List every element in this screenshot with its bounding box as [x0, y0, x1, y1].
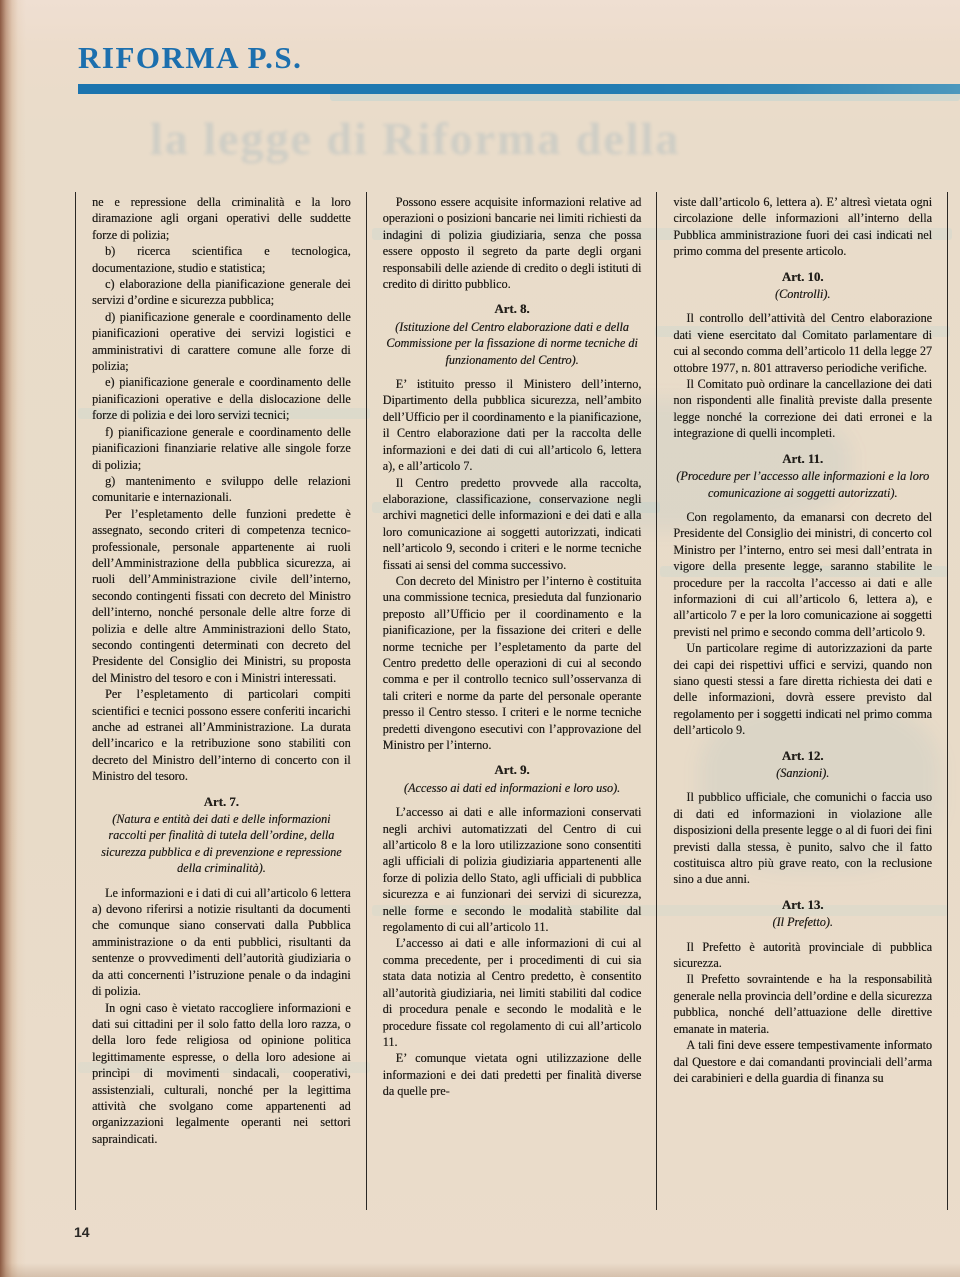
article-subtitle: (Istituzione del Centro elaborazione dati e della Commissione per la fissazione di norme tecniche di funzionamento del Centro). [386, 319, 638, 367]
body-paragraph: Il Centro predetto provvede alla raccolta, elaborazione, classificazione, conservazione negli archivi magnetici delle informazioni e dei dati e alla loro comunicazione ai soggetti autorizzati, indicati nell’articolo 9, secondo i criteri e le norme tecniche fissati ai sensi del comma successivo. [382, 475, 642, 572]
body-paragraph: Per l’espletamento delle funzioni predette è assegnato, secondo criteri di competenza tecnico-professionale, personale appartenente ai ruoli dell’Amministrazione della pubblica sicurezza, ai ruoli dell’Amministrazione civile dell’interno, secondo contingenti fissati con decreto del Ministro dell’interno, nonché personale delle altre forze di polizia e delle altre Amministrazioni dello Stato, secondo contingenti determinati con decreto del Presidente del Consiglio dei Ministri, su proposta del Ministro del tesoro e con i Ministri interessati. [92, 506, 351, 685]
page-title: RIFORMA P.S. [78, 40, 303, 75]
article-subtitle: (Il Prefetto). [772, 915, 833, 930]
body-paragraph: d) pianificazione generale e coordinamento delle pianificazioni operative dei servizi logistici e amministrativi di carattere comune alle forze di polizia; [92, 309, 351, 374]
body-paragraph: Per l’espletamento di particolari compiti scientifici e tecnici possono essere conferiti incarichi anche ad estranei all’Amministrazione. La durata dell’incarico e la retribuzione sono stabiliti con decreto del Ministro dell’interno di concerto con il Ministro del tesoro. [92, 687, 351, 784]
article-heading: Art. 10. [781, 269, 824, 284]
article-subtitle: (Natura e entità dei dati e delle informazioni raccolti per finalità di tutela dell’ordine, della sicurezza pubblica e di prevenzione e repressione della criminalità). [101, 812, 342, 876]
body-paragraph: L’accesso ai dati e alle informazioni di cui al comma precedente, per i procedimenti di cui sia stata data notizia al Centro predetto, è consentito all’autorità giudiziaria, nei limiti stabiliti dal codice di procedura penale e secondo le modalità e le procedure fissate col regolamento di cui all’articolo 11. [382, 936, 642, 1049]
body-paragraph: Il controllo dell’attività del Centro elaborazione dati viene esercitato dal Comitato parlamentare di cui al secondo comma dell’articolo 11 della legge 27 ottobre 1977, n. 801 attraverso periodiche verifiche. [673, 311, 933, 375]
body-paragraph: Le informazioni e i dati di cui all’articolo 6 lettera a) devono riferirsi a notizie risultanti da documenti che comunque siano conservati dalla Pubblica amministrazione o da enti pubblici, risultanti da sentenze o provvedimenti dell’autorità giudiziaria o da atti concernenti l’istruzione penale o da indagini di polizia. [92, 885, 351, 999]
article-subtitle: (Sanzioni). [776, 766, 830, 780]
article-heading: Art. 8. [494, 302, 530, 317]
title-rule [78, 84, 960, 94]
article-columns [75, 192, 948, 1210]
text-column-1 [76, 192, 366, 1210]
article-heading: Art. 13. [781, 897, 824, 912]
body-paragraph: L’accesso ai dati e alle informazioni conservati negli archivi automatizzati del Centro di cui all’articolo 8 e la loro utilizzazione sono consentiti agli ufficiali di polizia giudiziaria appartenenti alle forze di polizia dello Stato, agli ufficiali di pubblica sicurezza e ai funzionari dei servizi di sicurezza, nelle forme e secondo le modalità stabilite dal regolamento di cui all’articolo 11. [382, 805, 642, 935]
body-paragraph: Il Prefetto è autorità provinciale di pubblica sicurezza. [673, 939, 933, 971]
body-paragraph: c) elaborazione della pianificazione generale dei servizi d’ordine e sicurezza pubblica; [92, 277, 351, 308]
body-paragraph: Con regolamento, da emanarsi con decreto del Presidente del Consiglio dei ministri, di concerto col Ministro per l’interno, entro sei mesi dall’entrata in vigore della presente legge, saranno stabilite le procedure per la raccolta l’accesso ai dati e alle informazioni di cui all’articolo 6, lettera a), e all’articolo 7 e per la loro comunicazione ai soggetti previsti nel primo e secondo comma dell’articolo 9. [673, 509, 933, 639]
body-paragraph: viste dall’articolo 6, lettera a). E’ altresì vietata ogni circolazione delle informazioni all’interno della Pubblica amministrazione fuori dei casi indicati nel primo comma del presente articolo. [673, 195, 933, 259]
article-subtitle: (Procedure per l’accesso alle informazioni e la loro comunicazione ai soggetti autorizzati). [676, 469, 930, 500]
body-paragraph: Possono essere acquisite informazioni relative ad operazioni o posizioni bancarie nei limiti richiesti da indagini di polizia giudiziaria, senza che possa essere opposto il segreto da parte degli organi responsabili delle aziende di credito o degli istituti di credito di diritto pubblico. [382, 195, 642, 292]
body-paragraph: E’ istituito presso il Ministero dell’interno, Dipartimento della pubblica sicurezza, nell’ambito dell’Ufficio per il coordinamento e la pianificazione, il Centro elaborazione dati per la raccolta delle informazioni e dei dati di cui all’articolo 6, lettera a), e all’articolo 7. [382, 377, 642, 474]
body-paragraph: e) pianificazione generale e coordinamento delle pianificazioni operative e della dislocazione delle forze di polizia e dei loro servizi tecnici; [92, 375, 351, 423]
body-paragraph: Il Comitato può ordinare la cancellazione dei dati non rispondenti alle finalità previste dalla presente legge nonché la correzione dei dati erronei e la integrazione di quelli incompleti. [673, 377, 933, 441]
text-column-2 [366, 192, 657, 1210]
article-subtitle: (Controlli). [774, 287, 831, 302]
body-paragraph: A tali fini deve essere tempestivamente informato dal Questore e dai comandanti provinciali dell’arma dei carabinieri e della guardia di finanza su [673, 1038, 933, 1085]
body-paragraph: E’ comunque vietata ogni utilizzazione delle informazioni e dei dati predetti per finalità diverse da quelle pre- [382, 1051, 642, 1099]
body-paragraph: Il Prefetto sovraintende e ha la responsabilità generale nella provincia dell’ordine e della sicurezza pubblica, nonché dell’attuazione delle direttive emanate in materia. [673, 972, 933, 1036]
text-column-3 [656, 192, 947, 1210]
article-subtitle: (Accesso ai dati ed informazioni e loro uso). [403, 780, 621, 795]
body-paragraph: b) ricerca scientifica e tecnologica, documentazione, studio e statistica; [92, 244, 351, 275]
body-paragraph: In ogni caso è vietato raccogliere informazioni e dati sui cittadini per il solo fatto della loro razza, o della loro fede religiosa od opinione politica legittimamente espresse, o della loro adesione ai princìpi di movimenti sindacali, cooperativi, assistenziali, culturali, nonché per la legittima attività che svolgano come appartenenti ad organizzazioni legalmente operanti nei settori sapraindicati. [92, 1000, 351, 1146]
article-heading: Art. 9. [494, 763, 530, 778]
scan-edge-bottom [0, 1263, 960, 1277]
bleed-through-ghost-title: la legge di Riforma della [150, 113, 681, 164]
body-paragraph: Un particolare regime di autorizzazioni da parte dei capi dei rispettivi uffici e servizi, quando non siano questi stessi a fare diretta richiesta dei dati e delle informazioni, dovrà essere previsto dal regolamento per i soggetti indicati nel primo comma dell’articolo 9. [673, 641, 933, 738]
article-heading: Art. 12. [781, 748, 824, 763]
article-heading: Art. 7. [203, 794, 239, 809]
body-paragraph: g) mantenimento e sviluppo delle relazioni comunitarie e internazionali. [92, 473, 351, 505]
article-heading: Art. 11. [782, 451, 824, 466]
body-paragraph: ne e repressione della criminalità e la loro diramazione agli organi operativi delle suddette forze di polizia; [92, 195, 351, 242]
body-paragraph: Il pubblico ufficiale, che comunichi o faccia uso di dati ed informazioni in violazione alle disposizioni della presente legge o al di fuori dei fini previsti dalla stessa, è punito, salvo che il fatto costituisca altro più grave reato, con la reclusione sino a due anni. [673, 790, 933, 887]
scan-edge-left [0, 0, 26, 1277]
body-paragraph: f) pianificazione generale e coordinamento delle pianificazioni finanziarie relative alle singole forze di polizia; [92, 424, 351, 472]
body-paragraph: Con decreto del Ministro per l’interno è costituita una commissione tecnica, presieduta dal funzionario preposto all’Ufficio per il coordinamento e la pianificazione, per la fissazione dei criteri e delle norme tecniche per l’espletamento da parte del Centro predetto delle operazioni di cui al secondo comma e per il controllo tecnico sull’osservanza di tali criteri e norme da parte del personale operante presso il Centro stesso. I criteri e le norme tecniche predetti divengono esecutivi con l’approvazione del Ministro per l’interno. [382, 573, 642, 752]
page-number: 14 [74, 1224, 90, 1240]
